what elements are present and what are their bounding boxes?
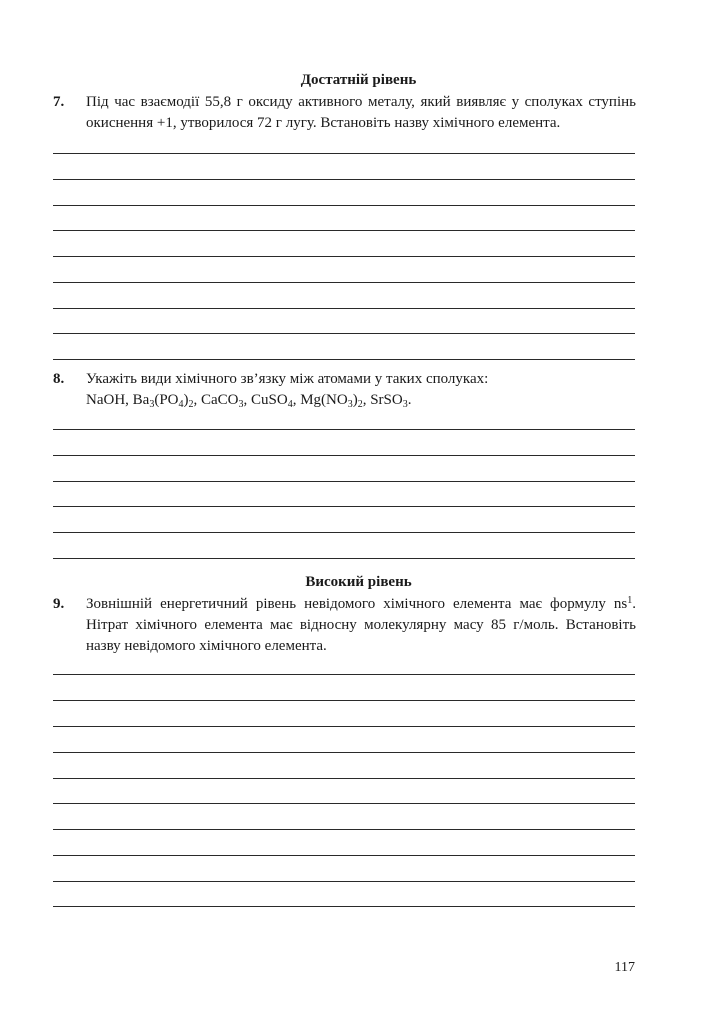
formula-part: CuSO: [251, 392, 288, 408]
formula-part: NaOH,: [86, 392, 133, 408]
answer-line[interactable]: [53, 256, 635, 257]
formula-part: Mg(NO: [300, 392, 348, 408]
answer-line[interactable]: [53, 803, 635, 804]
question-9-line-3: назву невідомого хімічного елемента.: [86, 638, 327, 654]
question-8-formulas: [86, 390, 636, 411]
answer-line[interactable]: [53, 308, 635, 309]
formula-separator: ,: [243, 392, 251, 408]
question-7-text: [86, 92, 636, 134]
answer-line[interactable]: [53, 179, 635, 180]
formula-part: SrSO: [370, 392, 403, 408]
answer-line[interactable]: [53, 674, 635, 675]
formula-separator: ,: [193, 392, 201, 408]
answer-line[interactable]: [53, 429, 635, 430]
formula-part: CaCO: [201, 392, 239, 408]
question-7-line-2: окиснення +1, утворилося 72 г лугу. Встановіть назву хімічного елемента.: [86, 115, 561, 131]
formula-subscript: 4: [178, 399, 184, 410]
answer-line[interactable]: [53, 752, 635, 753]
answer-line[interactable]: [53, 558, 635, 559]
formula-part: .: [632, 596, 636, 612]
answer-line[interactable]: [53, 829, 635, 830]
formula-subscript: 3: [238, 399, 244, 410]
answer-line[interactable]: [53, 153, 635, 154]
answer-line[interactable]: [53, 532, 635, 533]
answer-line[interactable]: [53, 778, 635, 779]
formula-separator: ,: [362, 392, 371, 408]
question-9-text: [86, 594, 636, 657]
formula-subscript: 3: [149, 399, 155, 410]
section-heading-sufficient: Достатній рівень: [300, 72, 417, 88]
answer-line[interactable]: [53, 282, 635, 283]
question-7-line-1: Під час взаємодії 55,8 г оксиду активного металу, який виявляє у сполуках ступінь: [86, 94, 636, 110]
answer-line[interactable]: [53, 359, 635, 360]
formula-part: Ba: [132, 392, 150, 408]
answer-line[interactable]: [53, 855, 635, 856]
question-9-line-1: [86, 594, 636, 615]
formula-part: ): [183, 392, 189, 408]
formula-superscript: 1: [627, 595, 633, 606]
question-9-line-1-text: Зовнішній енергетичний рівень невідомого хімічного елемента має формулу ns: [86, 596, 628, 612]
formula-subscript: 3: [347, 399, 353, 410]
question-9-line-2: Нітрат хімічного елемента має відносну молекулярну масу 85 г/моль. Встановіть: [86, 617, 636, 633]
answer-line[interactable]: [53, 700, 635, 701]
question-8-text: [86, 369, 636, 411]
answer-line[interactable]: [53, 506, 635, 507]
formula-subscript: 3: [402, 399, 408, 410]
question-7-number: 7.: [53, 94, 65, 110]
question-8-line-1: Укажіть види хімічного зв’язку між атомами у таких сполуках:: [86, 371, 489, 387]
formula-part: ): [352, 392, 358, 408]
formula-subscript: 2: [188, 399, 194, 410]
formula-separator: ,: [292, 392, 301, 408]
answer-line[interactable]: [53, 455, 635, 456]
answer-line[interactable]: [53, 726, 635, 727]
question-9-number: 9.: [53, 596, 65, 612]
formula-subscript: 4: [287, 399, 293, 410]
question-8-number: 8.: [53, 371, 65, 387]
answer-line[interactable]: [53, 230, 635, 231]
formula-subscript: 2: [357, 399, 363, 410]
section-heading-high: Високий рівень: [305, 574, 412, 590]
answer-line[interactable]: [53, 205, 635, 206]
answer-line[interactable]: [53, 881, 635, 882]
formula-part: (PO: [154, 392, 179, 408]
page-number: 117: [614, 960, 635, 975]
answer-line[interactable]: [53, 481, 635, 482]
answer-line[interactable]: [53, 333, 635, 334]
answer-line[interactable]: [53, 906, 635, 907]
formula-part: .: [407, 392, 412, 408]
